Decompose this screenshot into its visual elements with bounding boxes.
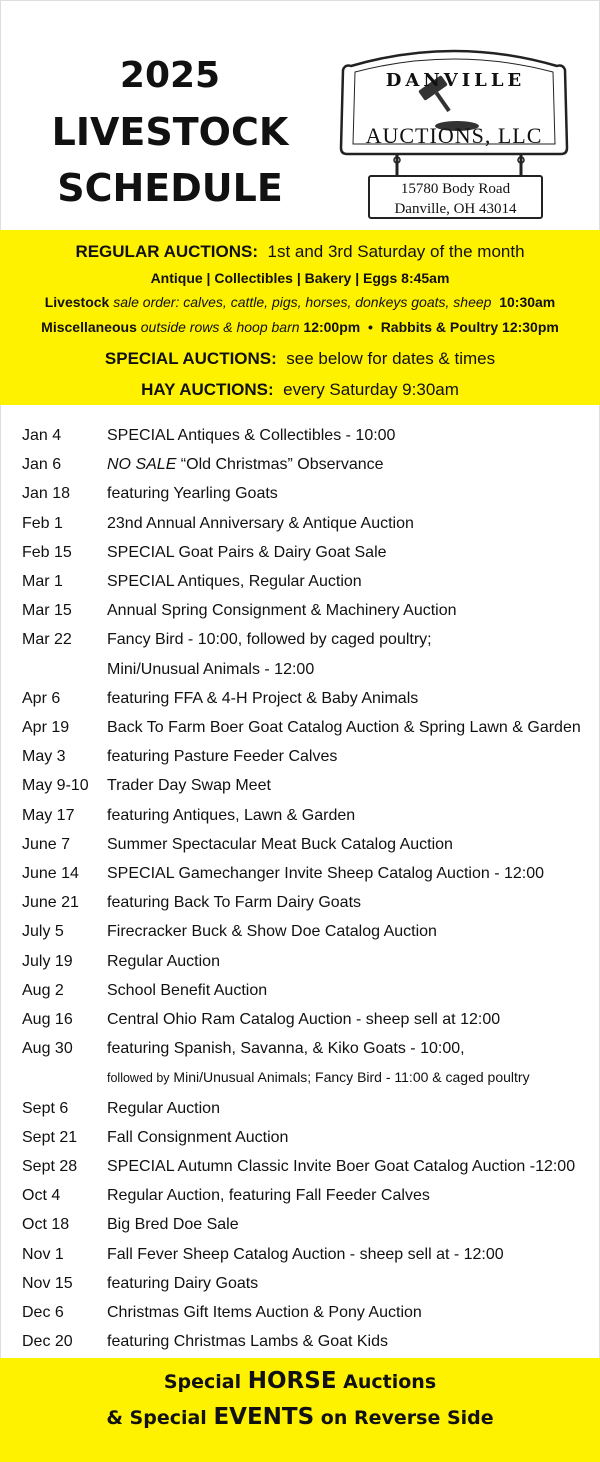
description-line — [107, 596, 592, 625]
schedule-row — [22, 421, 592, 450]
address-street: 15780 Body Road — [400, 181, 511, 197]
regular-auctions-when: 1st and 3rd Saturday of the month — [267, 242, 525, 261]
schedule-row — [22, 771, 592, 800]
description-text: featuring FFA & 4-H Project & Baby Animals — [107, 689, 419, 707]
schedule-date: Jan 6 — [22, 456, 62, 474]
schedule-date: Sept 6 — [22, 1099, 69, 1117]
bullet-separator: • — [368, 319, 373, 335]
description-text: SPECIAL Antiques, Regular Auction — [107, 573, 362, 591]
schedule-date: June 21 — [22, 894, 79, 912]
schedule-row — [22, 625, 592, 683]
schedule-description — [107, 1181, 592, 1210]
description-line — [107, 917, 592, 946]
description-text: featuring Dairy Goats — [107, 1274, 259, 1292]
description-text: featuring Antiques, Lawn & Garden — [107, 806, 356, 824]
misc-note: outside rows & hoop barn — [140, 319, 300, 335]
page-title — [20, 48, 320, 216]
events-line-pre: & Special — [106, 1407, 214, 1429]
schedule-row — [22, 479, 592, 508]
description-line — [107, 567, 592, 596]
description-text: featuring Back To Farm Dairy Goats — [107, 894, 362, 912]
description-text: “Old Christmas” Observance — [176, 456, 384, 474]
schedule-date: Feb 1 — [22, 514, 63, 532]
description-line — [107, 1094, 592, 1123]
schedule-date: Nov 15 — [22, 1274, 73, 1292]
schedule-date: June 14 — [22, 865, 79, 883]
description-line — [107, 888, 592, 917]
description-text: School Benefit Auction — [107, 981, 268, 999]
description-text: featuring Yearling Goats — [107, 485, 278, 503]
description-line — [107, 1181, 592, 1210]
schedule-description — [107, 450, 592, 479]
schedule-row — [22, 1181, 592, 1210]
hay-auctions-label: HAY AUCTIONS: — [141, 380, 274, 399]
schedule-description — [107, 1269, 592, 1298]
description-text: SPECIAL Antiques & Collectibles - 10:00 — [107, 427, 396, 444]
description-text: Fall Consignment Auction — [107, 1128, 289, 1146]
description-line — [107, 1210, 592, 1239]
schedule-description — [107, 1327, 592, 1356]
hay-auctions-text: every Saturday 9:30am — [283, 380, 459, 399]
misc-line — [0, 319, 600, 335]
schedule-description — [107, 859, 592, 888]
logo-auctions-llc-text: AUCTIONS, LLC — [365, 123, 543, 148]
schedule-date: July 19 — [22, 952, 73, 970]
horse-line-pre: Special — [163, 1371, 248, 1393]
description-line — [107, 830, 592, 859]
schedule-date: Apr 19 — [22, 719, 70, 737]
schedule-description — [107, 1210, 592, 1239]
description-line — [107, 947, 592, 976]
description-line — [107, 509, 592, 538]
schedule-date: July 5 — [22, 923, 64, 941]
schedule-row — [22, 1327, 592, 1356]
schedule-list — [22, 421, 592, 1357]
schedule-description — [107, 421, 592, 450]
schedule-row — [22, 713, 592, 742]
schedule-row — [22, 976, 592, 1005]
schedule-description — [107, 1240, 592, 1269]
description-line-2 — [107, 655, 592, 684]
schedule-description — [107, 888, 592, 917]
schedule-description — [107, 596, 592, 625]
logo-danville-text: DANVILLE — [385, 70, 526, 91]
description-line — [107, 625, 592, 654]
schedule-description — [107, 1298, 592, 1327]
description-line — [107, 771, 592, 800]
hanging-sign-icon — [337, 42, 571, 182]
schedule-date: Nov 1 — [22, 1245, 64, 1263]
schedule-row — [22, 596, 592, 625]
description-text: Firecracker Buck & Show Doe Catalog Auction — [107, 923, 437, 941]
description-text: 23nd Annual Anniversary & Antique Auction — [107, 514, 414, 532]
schedule-date: May 3 — [22, 748, 66, 766]
schedule-row — [22, 1152, 592, 1181]
schedule-description — [107, 1005, 592, 1034]
schedule-description — [107, 1034, 592, 1093]
livestock-order: sale order: calves, cattle, pigs, horses, donkeys goats, sheep — [113, 294, 492, 310]
events-line-post: on Reverse Side — [314, 1407, 494, 1429]
reverse-side-band — [0, 1358, 600, 1462]
schedule-row — [22, 947, 592, 976]
schedule-date: Jan 18 — [22, 485, 71, 503]
description-text: SPECIAL Gamechanger Invite Sheep Catalog Auction - 12:00 — [107, 865, 545, 883]
livestock-line — [0, 294, 600, 310]
regular-auctions-band — [0, 230, 600, 405]
description-line — [107, 1123, 592, 1152]
description-line — [107, 801, 592, 830]
description-line — [107, 976, 592, 1005]
schedule-description — [107, 684, 592, 713]
special-auctions-line — [0, 349, 600, 369]
description-text: featuring Pasture Feeder Calves — [107, 748, 338, 766]
schedule-date: Mar 1 — [22, 573, 63, 591]
schedule-description — [107, 625, 592, 683]
schedule-date: Sept 28 — [22, 1158, 78, 1176]
schedule-description — [107, 509, 592, 538]
description-text: Fall Fever Sheep Catalog Auction - sheep sell at - 12:00 — [107, 1245, 504, 1263]
schedule-row — [22, 888, 592, 917]
description-line — [107, 684, 592, 713]
horse-word: HORSE — [247, 1368, 337, 1394]
schedule-row — [22, 684, 592, 713]
schedule-date: Aug 30 — [22, 1040, 73, 1058]
schedule-date: Feb 15 — [22, 543, 72, 561]
description-line — [107, 450, 592, 479]
schedule-row — [22, 1269, 592, 1298]
title-year: 2025 — [119, 55, 221, 96]
schedule-date: Sept 21 — [22, 1128, 78, 1146]
description-text: Central Ohio Ram Catalog Auction - sheep sell at 12:00 — [107, 1011, 501, 1029]
schedule-description — [107, 538, 592, 567]
schedule-date: Mar 22 — [22, 631, 72, 649]
description-text: Christmas Gift Items Auction & Pony Auction — [107, 1304, 422, 1322]
rabbits-poultry: Rabbits & Poultry 12:30pm — [380, 319, 559, 335]
schedule-description — [107, 479, 592, 508]
schedule-row — [22, 567, 592, 596]
schedule-date: Dec 20 — [22, 1333, 73, 1351]
schedule-row — [22, 917, 592, 946]
description-line — [107, 1240, 592, 1269]
schedule-date: June 7 — [22, 835, 71, 853]
schedule-row — [22, 1094, 592, 1123]
schedule-row — [22, 801, 592, 830]
schedule-description — [107, 1152, 592, 1181]
schedule-description — [107, 713, 592, 742]
description-text: Big Bred Doe Sale — [107, 1216, 239, 1234]
description-text: Annual Spring Consignment & Machinery Auction — [107, 602, 457, 620]
description-text: Trader Day Swap Meet — [107, 777, 271, 795]
description-line — [107, 1034, 592, 1063]
description-line — [107, 859, 592, 888]
schedule-row — [22, 1210, 592, 1239]
horse-auctions-line — [0, 1368, 600, 1394]
schedule-description — [107, 917, 592, 946]
danville-auctions-logo — [331, 40, 580, 230]
misc-time: 12:00pm — [303, 319, 361, 335]
schedule-row — [22, 450, 592, 479]
schedule-date: Mar 15 — [22, 602, 72, 620]
schedule-description — [107, 947, 592, 976]
schedule-description — [107, 742, 592, 771]
schedule-date: May 9-10 — [22, 777, 89, 795]
description-line — [107, 1269, 592, 1298]
regular-auctions-label: REGULAR AUCTIONS: — [75, 242, 259, 261]
description-line — [107, 1327, 592, 1356]
address-city: Danville, OH 43014 — [394, 201, 517, 217]
schedule-date: Dec 6 — [22, 1304, 64, 1322]
schedule-row — [22, 1005, 592, 1034]
schedule-row — [22, 1123, 592, 1152]
description-line — [107, 538, 592, 567]
schedule-description — [107, 567, 592, 596]
schedule-date: Oct 4 — [22, 1187, 61, 1205]
livestock-time: 10:30am — [499, 294, 556, 310]
schedule-row — [22, 1240, 592, 1269]
description-text-2: Mini/Unusual Animals; Fancy Bird - 11:00 & caged poultry — [169, 1069, 530, 1086]
description-text: Regular Auction, featuring Fall Feeder Calves — [107, 1187, 430, 1205]
description-text: Back To Farm Boer Goat Catalog Auction & Spring Lawn & Garden — [107, 719, 581, 737]
special-auctions-text: see below for dates & times — [286, 349, 496, 368]
no-sale-text: NO SALE — [107, 456, 177, 474]
description-text: featuring Spanish, Savanna, & Kiko Goats - 10:00, — [107, 1040, 465, 1058]
schedule-description — [107, 801, 592, 830]
special-auctions-label: SPECIAL AUCTIONS: — [104, 349, 277, 368]
description-text: featuring Christmas Lambs & Goat Kids — [107, 1333, 389, 1351]
schedule-date: Oct 18 — [22, 1216, 70, 1234]
events-line — [0, 1404, 600, 1430]
livestock-label: Livestock — [44, 294, 110, 310]
title-livestock: LIVESTOCK — [51, 110, 289, 154]
description-line-2 — [107, 1063, 592, 1093]
description-text: Regular Auction — [107, 952, 220, 970]
antique-line: Antique | Collectibles | Bakery | Eggs 8:45am — [150, 270, 450, 286]
description-line — [107, 421, 592, 450]
description-line — [107, 742, 592, 771]
schedule-row — [22, 1298, 592, 1327]
schedule-row — [22, 830, 592, 859]
description-line — [107, 1152, 592, 1181]
schedule-description — [107, 976, 592, 1005]
followed-by-text: followed by — [107, 1071, 170, 1086]
title-schedule: SCHEDULE — [57, 166, 283, 210]
description-text-2: Mini/Unusual Animals - 12:00 — [107, 660, 315, 678]
events-word: EVENTS — [213, 1404, 315, 1430]
schedule-date: May 17 — [22, 806, 75, 824]
description-text: Fancy Bird - 10:00, followed by caged poultry; — [107, 631, 432, 649]
regular-auctions-line — [0, 242, 600, 262]
misc-label: Miscellaneous — [41, 319, 137, 335]
description-text: Summer Spectacular Meat Buck Catalog Auction — [107, 835, 453, 853]
description-text: SPECIAL Autumn Classic Invite Boer Goat Catalog Auction -12:00 — [107, 1158, 576, 1176]
schedule-date: Aug 16 — [22, 1011, 73, 1029]
schedule-description — [107, 830, 592, 859]
schedule-row — [22, 509, 592, 538]
description-line — [107, 713, 592, 742]
schedule-description — [107, 1123, 592, 1152]
description-line — [107, 479, 592, 508]
schedule-date: Apr 6 — [22, 689, 61, 707]
schedule-row — [22, 538, 592, 567]
address-plate — [368, 175, 543, 219]
schedule-row — [22, 1034, 592, 1093]
description-line — [107, 1298, 592, 1327]
schedule-date: Jan 4 — [22, 427, 62, 444]
description-text: SPECIAL Goat Pairs & Dairy Goat Sale — [107, 543, 387, 561]
schedule-row — [22, 859, 592, 888]
horse-line-post: Auctions — [336, 1371, 437, 1393]
hay-auctions-line — [0, 380, 600, 400]
schedule-row — [22, 742, 592, 771]
description-text: Regular Auction — [107, 1099, 220, 1117]
description-line — [107, 1005, 592, 1034]
schedule-description — [107, 1094, 592, 1123]
schedule-description — [107, 771, 592, 800]
schedule-date: Aug 2 — [22, 981, 64, 999]
